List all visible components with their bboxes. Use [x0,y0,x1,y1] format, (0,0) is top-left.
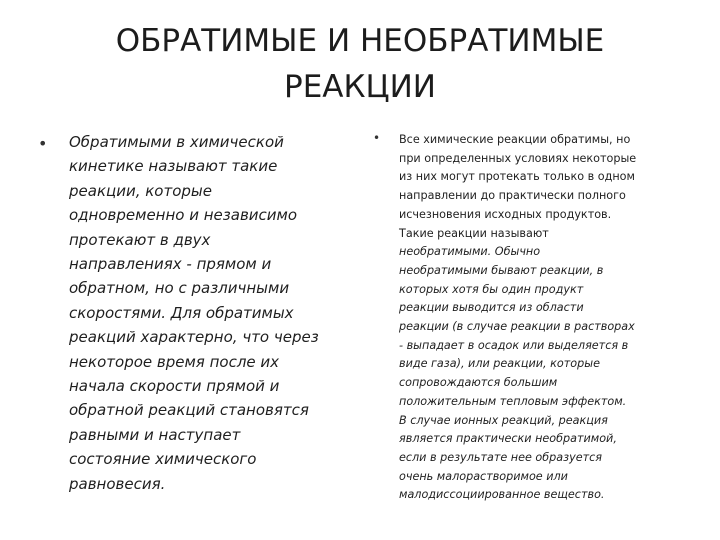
text-line: при определенных условиях некоторые [399,151,637,165]
right-bullet-text [399,131,699,505]
text-line: очень малорастворимое или [399,469,568,483]
text-line: некоторое время после их [69,352,280,371]
slide-title-line-2: РЕАКЦИИ [284,69,436,105]
text-line: протекают в двух [69,230,211,249]
text-line: малодиссоциированное вещество. [399,488,605,502]
text-line: из них могут протекать только в одном [399,170,635,184]
text-line: скоростями. Для обратимых [69,303,294,322]
text-line: если в результате нее образуется [399,450,602,464]
bullet-icon: • [373,131,381,145]
text-line: реакции выводится из области [399,301,584,315]
text-line: направлениях - прямом и [69,255,272,274]
text-line: - выпадает в осадок или выделяется в [399,338,629,352]
text-line: В случае ионных реакций, реакция [399,413,608,427]
text-line: является практически необратимой, [399,432,617,446]
text-line: виде газа), или реакции, которые [399,357,600,371]
text-line: Обратимыми в химической [69,133,284,151]
text-line: реакций характерно, что через [69,328,319,347]
bullet-icon: • [38,134,48,153]
text-line: необратимыми. Обычно [399,245,541,259]
text-line: сопровождаются большим [399,376,558,390]
slide-title [60,18,660,110]
text-line: обратной реакций становятся [69,401,309,420]
text-line: равновесия. [69,474,166,493]
left-bullet-text [69,130,364,496]
text-line: реакции, которые [69,181,212,200]
text-line: реакции (в случае реакции в растворах [399,320,635,334]
text-line: равными и наступает [69,425,241,444]
slide-title-line-1: ОБРАТИМЫЕ И НЕОБРАТИМЫЕ [115,23,605,59]
text-line: направлении до практически полного [399,189,626,203]
text-line: Все химические реакции обратимы, но [399,133,631,146]
text-line: исчезновения исходных продуктов. [399,207,612,221]
text-line: состояние химического [69,450,257,469]
text-line: Такие реакции называют [399,226,549,240]
text-line: положительным тепловым эффектом. [399,394,627,408]
text-line: необратимыми бывают реакции, в [399,263,604,277]
text-line: которых хотя бы один продукт [399,282,584,296]
text-line: начала скорости прямой и [69,377,280,396]
text-line: одновременно и независимо [69,206,298,225]
text-line: обратном, но с различными [69,279,290,298]
text-line: кинетике называют такие [69,157,278,176]
